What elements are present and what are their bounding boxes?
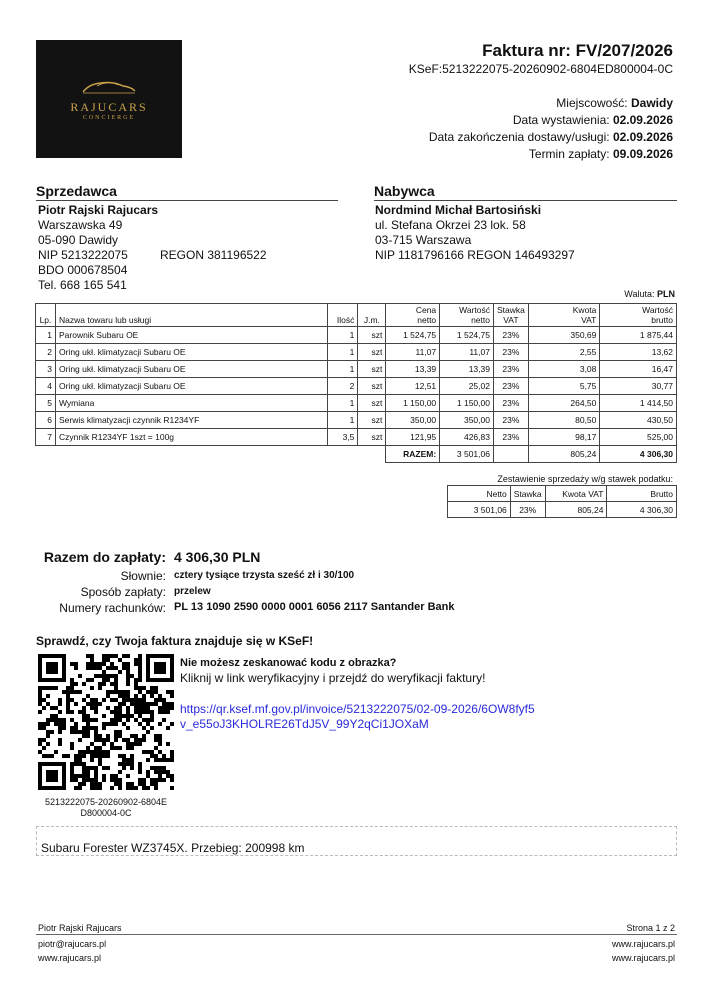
col-gross: Wartość brutto — [600, 304, 677, 327]
cell-unit: szt — [358, 327, 386, 344]
table-row — [448, 502, 677, 518]
cell-qty: 2 — [328, 378, 358, 395]
cell-rate: 23% — [493, 361, 528, 378]
car-icon — [79, 78, 139, 96]
total-net: 3 501,06 — [440, 446, 494, 463]
method-label: Sposób zapłaty: — [80, 585, 166, 599]
invoice-title: Faktura nr: FV/207/2026 — [482, 41, 673, 60]
cell-net: 25,02 — [440, 378, 494, 395]
meta-value: 09.09.2026 — [612, 147, 673, 161]
table-row — [36, 327, 677, 344]
cell-unit: szt — [358, 378, 386, 395]
cell-rate: 23% — [493, 429, 528, 446]
total-due-label: Razem do zapłaty: — [43, 549, 166, 565]
cell-gross: 4 306,30 — [607, 502, 677, 518]
col-gross: Brutto — [607, 486, 677, 502]
cell-name: Wymiana — [55, 395, 327, 412]
cell-rate: 23% — [493, 378, 528, 395]
table-row — [36, 378, 677, 395]
qr-caption-line: D800004-0C — [80, 808, 132, 818]
footer-divider — [36, 934, 677, 935]
meta-label: Data zakończenia dostawy/usługi: — [428, 130, 610, 144]
table-header-row — [36, 304, 677, 327]
seller-heading: Sprzedawca — [36, 183, 338, 201]
cell-qty: 1 — [328, 412, 358, 429]
cell-gross: 430,50 — [600, 412, 677, 429]
total-due-value: 4 306,30 PLN — [174, 549, 261, 565]
qr-caption — [36, 797, 176, 819]
footer-name: Piotr Rajski Rajucars — [38, 923, 122, 933]
cell-qty: 1 — [328, 395, 358, 412]
seller-bdo: BDO 000678504 — [38, 263, 128, 277]
vat-summary-header — [448, 486, 677, 502]
col-qty: Ilość — [328, 304, 358, 327]
cell-name: Oring ukł. klimatyzacji Subaru OE — [55, 378, 327, 395]
col-name: Nazwa towaru lub usługi — [55, 304, 327, 327]
items-table — [35, 303, 677, 463]
buyer-name: Nordmind Michał Bartosiński — [375, 203, 542, 217]
table-row — [36, 429, 677, 446]
cell-net: 11,07 — [440, 344, 494, 361]
meta-value: Dawidy — [630, 96, 673, 110]
cell-lp: 4 — [36, 378, 56, 395]
cell-lp: 7 — [36, 429, 56, 446]
meta-delivery-date — [429, 130, 673, 144]
cell-vat: 2,55 — [528, 344, 600, 361]
cell-unit: szt — [358, 395, 386, 412]
cell-name: Oring ukł. klimatyzacji Subaru OE — [55, 361, 327, 378]
table-row — [36, 395, 677, 412]
cell-price: 350,00 — [386, 412, 440, 429]
footer-email[interactable]: piotr@rajucars.pl — [38, 939, 107, 949]
vat-summary-table — [447, 485, 677, 518]
cell-net: 350,00 — [440, 412, 494, 429]
cell-gross: 30,77 — [600, 378, 677, 395]
total-label: RAZEM: — [386, 446, 440, 463]
cell-unit: szt — [358, 412, 386, 429]
cell-vat: 805,24 — [545, 502, 607, 518]
link-line: v_e55oJ3KHOLRE26TdJ5V_99Y2qCi1JOXaM — [180, 717, 429, 731]
cell-rate: 23% — [493, 327, 528, 344]
cell-vat: 80,50 — [528, 412, 600, 429]
cell-gross: 1 875,44 — [600, 327, 677, 344]
cell-price: 12,51 — [386, 378, 440, 395]
buyer-block — [375, 203, 675, 263]
cell-unit: szt — [358, 344, 386, 361]
cell-lp: 1 — [36, 327, 56, 344]
cell-unit: szt — [358, 361, 386, 378]
cell-lp: 3 — [36, 361, 56, 378]
cell-price: 121,95 — [386, 429, 440, 446]
table-row — [36, 412, 677, 429]
meta-place — [556, 96, 673, 110]
cell-gross: 16,47 — [600, 361, 677, 378]
meta-issue-date — [513, 113, 673, 127]
ksef-number: KSeF:5213222075-20260902-6804ED800004-0C — [408, 62, 673, 76]
account-label: Numery rachunków: — [59, 601, 166, 615]
meta-label: Miejscowość: — [556, 96, 628, 110]
footer-page: Strona 1 z 2 — [626, 923, 675, 933]
col-unit: J.m. — [358, 304, 386, 327]
link-line: https://qr.ksef.mf.gov.pl/invoice/5213222075/02-09-2026/6OW8fyf5 — [180, 702, 535, 716]
seller-name: Piotr Rajski Rajucars — [38, 203, 159, 217]
cell-lp: 2 — [36, 344, 56, 361]
seller-street: Warszawska 49 — [38, 218, 123, 232]
cell-gross: 1 414,50 — [600, 395, 677, 412]
col-rate: Stawka — [510, 486, 545, 502]
currency-label: Waluta: — [624, 289, 655, 299]
cell-price: 11,07 — [386, 344, 440, 361]
table-row — [36, 344, 677, 361]
logo-name: RAJUCARS — [70, 100, 148, 114]
footer-website-left[interactable]: www.rajucars.pl — [38, 953, 102, 963]
cell-gross: 525,00 — [600, 429, 677, 446]
cell-price: 13,39 — [386, 361, 440, 378]
table-total-row — [36, 446, 677, 463]
scan-text: Kliknij w link weryfikacyjny i przejdź do weryfikacji faktury! — [180, 671, 486, 685]
meta-value: 02.09.2026 — [612, 113, 673, 127]
scan-title: Nie możesz zeskanować kodu z obrazka? — [180, 657, 397, 669]
col-net: Netto — [448, 486, 511, 502]
meta-due-date — [529, 147, 673, 161]
seller-tel: Tel. 668 165 541 — [38, 278, 127, 292]
qr-caption-line: 5213222075-20260902-6804E — [44, 797, 168, 807]
currency-value: PLN — [657, 289, 675, 299]
total-gross: 4 306,30 — [600, 446, 677, 463]
buyer-city: 03-715 Warszawa — [375, 233, 472, 247]
words-value: cztery tysiące trzysta sześć zł i 30/100 — [174, 570, 355, 581]
cell-net: 13,39 — [440, 361, 494, 378]
col-vat: Kwota VAT — [545, 486, 607, 502]
total-vat: 805,24 — [528, 446, 600, 463]
col-lp: Lp. — [36, 304, 56, 327]
col-rate: Stawka VAT — [493, 304, 528, 327]
buyer-heading: Nabywca — [374, 183, 677, 201]
cell-qty: 1 — [328, 361, 358, 378]
cell-vat: 3,08 — [528, 361, 600, 378]
cell-qty: 1 — [328, 327, 358, 344]
method-value: przelew — [174, 586, 211, 597]
cell-rate: 23% — [510, 502, 545, 518]
currency — [624, 289, 675, 299]
seller-nip: NIP 5213222075 — [38, 248, 128, 262]
seller-regon: REGON 381196522 — [160, 248, 267, 262]
col-vat: Kwota VAT — [528, 304, 600, 327]
table-row — [36, 361, 677, 378]
cell-vat: 5,75 — [528, 378, 600, 395]
cell-net: 3 501,06 — [448, 502, 511, 518]
cell-name: Czynnik R1234YF 1szt = 100g — [55, 429, 327, 446]
account-value: PL 13 1090 2590 0000 0001 6056 2117 Santander Bank — [174, 601, 455, 613]
qr-code[interactable] — [38, 654, 174, 790]
cell-qty: 3,5 — [328, 429, 358, 446]
words-label: Słownie: — [120, 569, 166, 583]
ksef-verification-link[interactable] — [180, 702, 535, 732]
cell-net: 1 524,75 — [440, 327, 494, 344]
col-net: Wartość netto — [440, 304, 494, 327]
buyer-ids: NIP 1181796166 REGON 146493297 — [375, 248, 575, 262]
footer-website[interactable]: www.rajucars.pl — [611, 939, 675, 949]
cell-lp: 5 — [36, 395, 56, 412]
ksef-heading: Sprawdź, czy Twoja faktura znajduje się w KSeF! — [36, 634, 314, 648]
cell-vat: 98,17 — [528, 429, 600, 446]
note-text: Subaru Forester WZ3745X. Przebieg: 200998 km — [41, 841, 305, 855]
cell-gross: 13,62 — [600, 344, 677, 361]
cell-rate: 23% — [493, 412, 528, 429]
cell-unit: szt — [358, 429, 386, 446]
seller-block — [38, 203, 338, 293]
cell-net: 426,83 — [440, 429, 494, 446]
cell-lp: 6 — [36, 412, 56, 429]
footer-website-right[interactable]: www.rajucars.pl — [611, 953, 675, 963]
cell-rate: 23% — [493, 344, 528, 361]
cell-qty: 1 — [328, 344, 358, 361]
cell-name: Serwis klimatyzacji czynnik R1234YF — [55, 412, 327, 429]
vat-summary-caption: Zestawienie sprzedaży w/g stawek podatku: — [497, 474, 673, 484]
cell-net: 1 150,00 — [440, 395, 494, 412]
cell-name: Parownik Subaru OE — [55, 327, 327, 344]
cell-price: 1 524,75 — [386, 327, 440, 344]
note-box — [36, 826, 677, 856]
cell-rate: 23% — [493, 395, 528, 412]
company-logo — [36, 40, 182, 158]
cell-vat: 264,50 — [528, 395, 600, 412]
buyer-street: ul. Stefana Okrzei 23 lok. 58 — [375, 218, 526, 232]
cell-vat: 350,69 — [528, 327, 600, 344]
meta-label: Termin zapłaty: — [528, 147, 610, 161]
seller-city: 05-090 Dawidy — [38, 233, 119, 247]
cell-price: 1 150,00 — [386, 395, 440, 412]
meta-label: Data wystawienia: — [512, 113, 610, 127]
meta-value: 02.09.2026 — [612, 130, 673, 144]
logo-tagline: CONCIERGE — [82, 115, 136, 121]
col-price: Cena netto — [386, 304, 440, 327]
cell-name: Oring ukł. klimatyzacji Subaru OE — [55, 344, 327, 361]
